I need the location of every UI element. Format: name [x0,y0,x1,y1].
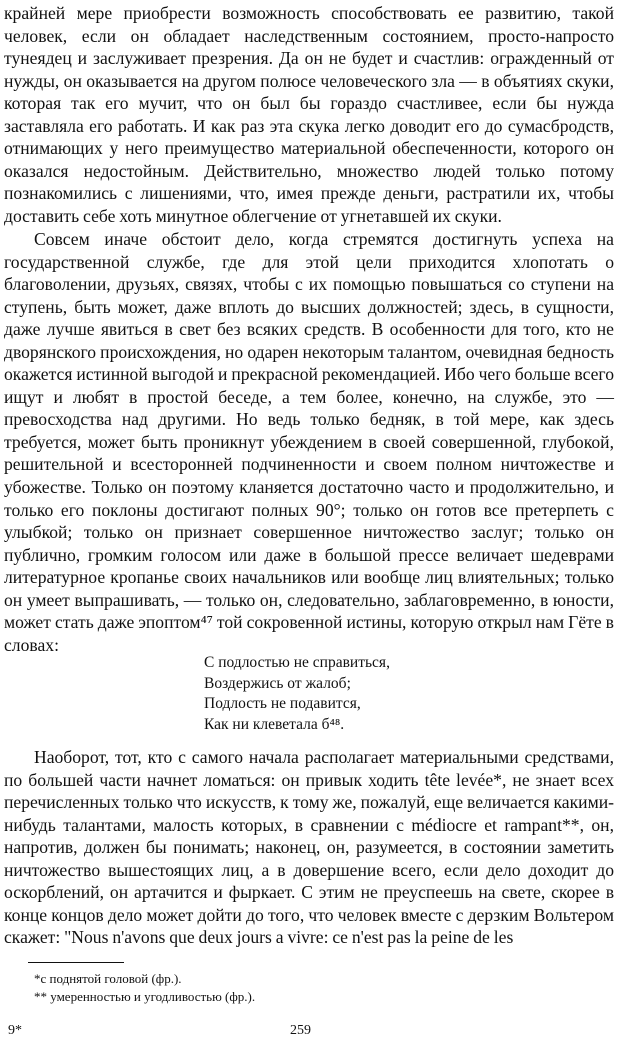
paragraph-3-text: Наоборот, тот, кто с самого начала располагает материальными средствами, по большей части начнет ломаться: он привык ходить tête levée*, не знает всех перечисленных только что искусств, к тому же, пожалуй, еще величается какими-нибудь талантами, малость которых, в сравнении с médiocre et rampant**, он, напротив, должен бы понимать; наконец, он, разумеется, в состоянии заметить ничтожество вышестоящих лиц, а в довершение всего, если дело доходит до оскорблений, он артачится и фыркает. С этим не преуспеешь на свете, скорее в конце концов дело может дойти до того, что человек вместе с дерзким Вольтером скажет: "Nous n'avons que deux jours a vivre: ce n'est pas la peine de les [4,747,614,948]
poem-line: Как ни клеветала б⁴⁸. [204,716,345,734]
paragraph-1-text: крайней мере приобрести возможность способствовать ее развитию, такой человек, если он обладает наследственным состоянием, просто-напросто тунеядец и заслуживает презрения. Да он не будет и счастлив: огражденный от нужды, он оказывается на другом полюсе человеческого зла — в объятиях скуки, которая так его мучит, что он был бы гораздо счастливее, если бы нужда заставляла его работать. И как раз эта скука легко доводит его до сумасбродств, отнимающих у него преимущество материальной обеспеченности, которого он оказался недостойным. Действительно, множество людей только потому познакомились с лишениями, что, имея прежде деньги, растратили их, чтобы доставить себе хоть минутное облегчение от угнетавшей их скуки. [4,3,614,226]
paragraph-2-text: Совсем иначе обстоит дело, когда стремятся достигнуть успеха на государственной службе, где для этой цели приходится хлопотать о благоволении, друзьях, связях, чтобы с их помощью повышаться со ступени на ступень, быть может, даже вплоть до высших должностей; здесь, в сущности, даже лучше явиться в свет без всяких средств. В особенности для того, кто не дворянского происхождения, но одарен некоторым талантом, очевидная бедность окажется истинной выгодой и прекрасной рекомендацией. Ибо чего больше всего ищут и любят в простой беседе, а тем более, конечно, на службе, это — превосходства над другими. Но ведь только бедняк, в той мере, как здесь требуется, может быть проникнут убеждением в своей совершенной, глубокой, решительной и всесторонней подчиненности и своем полном ничтожестве и убожестве. Только он поэтому кланяется достаточно часто и продолжительно, и только его поклоны достигают полных 90°; только он готов все претерпеть с улыбкой; только он признает совершенное ничтожество заслуг; только он публично, громким голосом или даже в большой прессе величает шедеврами литературное кропанье своих начальников или вообще лиц влиятельных; только он умеет выпрашивать, — только он, следовательно, заблаговременно, в юности, может стать даже эпоптом⁴⁷ той сокровенной истины, которую открыл нам Гёте в словах: [4,229,614,655]
footnote-divider [28,962,124,963]
poem-line: С подлостью не справиться, [204,654,390,671]
page-number: 259 [290,1023,311,1038]
paragraph-1 [4,2,614,227]
footnote-2: ** умеренностью и угодливостью (фр.). [34,989,256,1004]
paragraph-3 [4,746,614,949]
footnote-1: *с поднятой головой (фр.). [34,971,182,986]
signature-mark: 9* [8,1023,22,1038]
poem-line: Подлость не подавится, [204,695,361,713]
poem-quote [204,653,390,736]
poem-line: Воздержись от жалоб; [204,674,351,692]
paragraph-2 [4,228,614,656]
